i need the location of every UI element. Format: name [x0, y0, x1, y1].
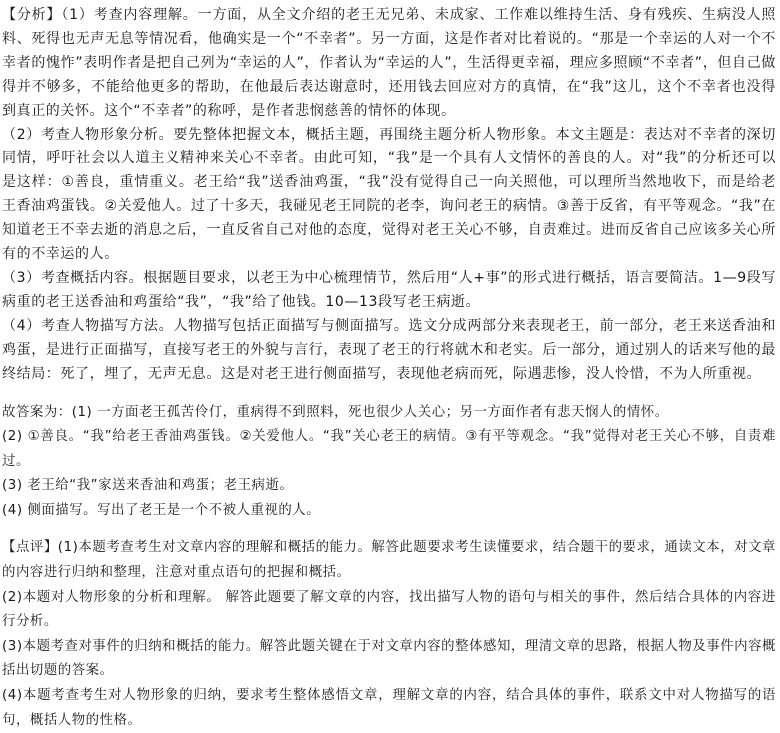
analysis-paragraph-4: （4）考查人物描写方法。人物描写包括正面描写与侧面描写。选文分成两部分来表现老王，前一部分，老王来送香油和鸡蛋，是进行正面描写，直接写老王的外貌与言行，表现了老王的行将就木和老实。后一部分，通过别人的话来写他的最终结局：死了，埋了，无声无息。这是对老王进行侧面描写，表现他老病而死，际遇悲惨，没人怜惜，不为人所重视。: [2, 317, 776, 382]
comment-paragraph-2: (2)本题对人物形象的分析和理解。 解答此题要了解文章的内容，找出描写人物的语句与相关的事件，然后结合具体的内容进行分析。: [2, 589, 776, 630]
answer-paragraph-2: (2) ①善良。“我”给老王香油鸡蛋钱。②关爱他人。“我”关心老王的病情。③有平等观念。“我”觉得对老王关心不够，自责难过。: [2, 429, 776, 469]
comment-paragraph-4: (4)本题考查考生对人物形象的归纳，要求考生整体感悟文章，理解文章的内容，结合具体的事件，联系文中对人物描写的语句，概括人物的性格。: [2, 688, 776, 728]
answer-paragraph-1: 故答案为：(1) 一方面老王孤苦伶仃，重病得不到照料，死也很少人关心；另一方面作者有悲天悯人的情怀。: [2, 404, 669, 420]
comment-paragraph-1: 【点评】(1)本题考查考生对文章内容的理解和概括的能力。解答此题要求考生读懂要求，结合题干的要求，通读文本，对文章的内容进行归纳和整理，注意对重点语句的把握和概括。: [2, 540, 776, 581]
analysis-paragraph-2: （2）考查人物形象分析。要先整体把握文本，概括主题，再围绕主题分析人物形象。本文主题是：表达对不幸者的深切同情，呼吁社会以人道主义精神来关心不幸者。由此可知，“我”是一个具有人文情怀的善良的人。对“我”的分析还可以是这样：①善良，重情重义。老王给“我”送香油鸡蛋，“我”没有觉得自己一向关照他，可以理所当然地收下，而是给老王香油鸡蛋钱。②关爱他人。过了十多天，我碰见老王同院的老李，询问老王的病情。③善于反省，有平等观念。“我”在知道老王不幸去逝的消息之后，一直反省自己对他的态度，觉得对老王关心不够，自责难过。进而反省自己应该多关心所有的不幸运的人。: [2, 126, 776, 263]
comment-paragraph-3: (3)本题考查对事件的归纳和概括的能力。解答此题关键在于对文章内容的整体感知，理清文章的思路，根据人物及事件内容概括出切题的答案。: [2, 638, 776, 679]
analysis-paragraph-1: 【分析】（1）考查内容理解。一方面，从全文介绍的老王无兄弟、未成家、工作难以维持生活、身有残疾、生病没人照料、死得也无声无息等情况看，他确实是一个“不幸者”。另一方面，这是作者对比着说的。“那是一个幸运的人对一个不幸者的愧怍”表明作者是把自己列为“幸运的人”，作者认为“幸运的人”，生活得更幸福，理应多照顾“不幸者”，但自己做得并不够多，不能给他更多的帮助，在他最后表达谢意时，还用钱去回应对方的真情，在“我”这儿，这个不幸者也没得到真正的关怀。这个“不幸者”的称呼，是作者悲悯慈善的情怀的体现。: [2, 7, 776, 119]
comment-section: [2, 536, 776, 733]
answer-paragraph-3: (3) 老王给“我”家送来香油和鸡蛋；老王病逝。: [2, 478, 294, 494]
answer-paragraph-4: (4) 侧面描写。写出了老王是一个不被人重视的人。: [2, 502, 321, 518]
analysis-paragraph-3: （3）考查概括内容。根据题目要求，以老王为中心梳理情节，然后用“人+事”的形式进行概括，语言要简洁。1—9段写病重的老王送香油和鸡蛋给“我”，“我”给了他钱。10—13段写老王病逝。: [2, 269, 776, 310]
answer-section: [2, 401, 776, 524]
analysis-section: [2, 4, 776, 387]
